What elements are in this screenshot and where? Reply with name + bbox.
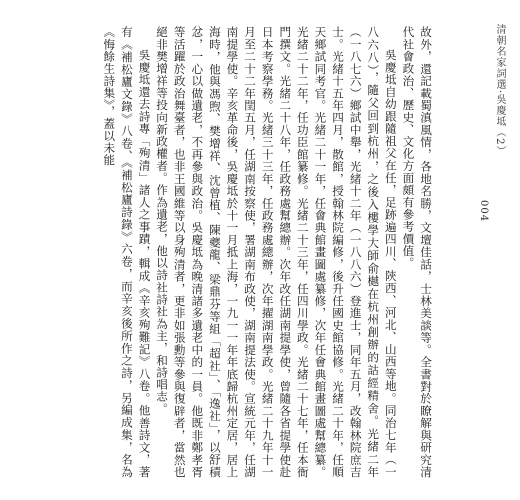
paragraph: 故外，還記載蜀滇風情，各地名勝，文壇佳話，士林美談等。全書對於瞭解與研究清代社會政治、歷史、文化方面頗有參考價值。 [401, 26, 433, 478]
running-head-title: 清朝名家詞選·吳慶坻（2） [494, 24, 505, 157]
body-text [24, 26, 434, 478]
paragraph: 吳慶坻還去詩專「殉清」諸人之事蹟，輯成《辛亥殉難記》八卷。他善詩文，著有《補松廬文錄》八卷、《補松廬詩錄》六卷，而辛亥後所作之詩，另編成集，名為《悔餘生詩集》，蓋以未能 [102, 26, 152, 478]
paragraph: 吳慶坻自幼跟隨祖父在任，足跡遍四川、陝西、河北、山西等地。同治七年（一八六八），隨父回到杭州，之後入樓學大師俞樾在杭州創辦的詁經精舍。光緒二年（一八七六）鄉試中舉，光緒十二年（一八八六）登進士，同年五月，改翰林院庶吉士。光緒十五年四月，散館，授翰林院編修，後升任國史館協修。光緒二十年，任順天鄉試同考官。光緒二十一年，任會典館畫圖處纂修，次年任會典館畫圖處幫總纂。光緒二十二年，任功臣館纂修。光緒二十三年，任四川學政。光緒二十七年，任本衙門撰文。光緒二十八年，任政務處幫總辦。次年改任湖南提學使，曾隨各省提學使赴日本考察學務。光緒三十三年，任政務處總辦，次年擢湖南學政。光緒二十九年十一月至二十二年閏五月，任湖南按察使，署湖南布政使，湖南提法使。宣統元年，任湖南提學使。辛亥革命後，吳慶坻於十一月抵上海，一九一一年年底歸杭州定居，居上海時，他與馮煦、樊增祥、沈曾植、陳夔龍、梁鼎芬等組「超社」、「逸社」，以舒積忿，一心以做遺老，不再參與政治。吳慶坻為晚清諸多遺老中的一員。他既非鄭孝胥等活躍於政治舞臺者，也非王國維等以身殉清者，更非如張勳等參與復辟者，當然也絕非樊增祥等投向新政權者。作為遺老，他以詩社詩社為主，和詩唱志。 [155, 26, 398, 478]
running-head [478, 24, 504, 222]
page-number: 004 [478, 200, 489, 223]
